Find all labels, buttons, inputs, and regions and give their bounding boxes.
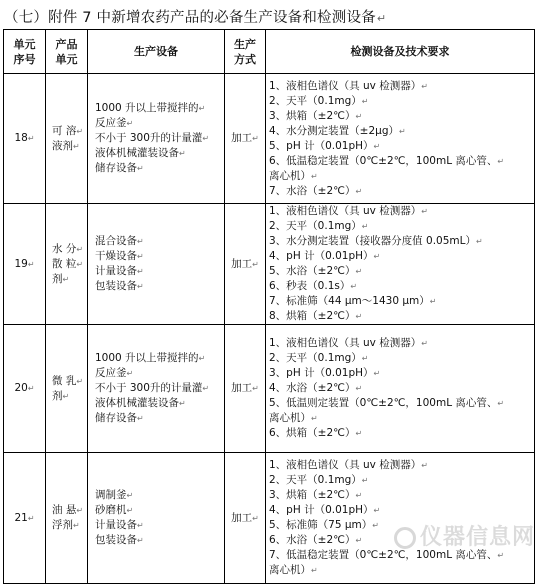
product-unit-line: 剂↵ xyxy=(52,272,70,285)
unit-number: 20 xyxy=(14,382,28,394)
testing-equipment-line: 4、水浴（±2℃）↵ xyxy=(269,382,363,394)
testing-equipment-cell xyxy=(266,204,535,325)
production-equipment-line: 砂磨机↵ xyxy=(95,504,134,516)
production-mode-cell xyxy=(225,325,266,453)
product-unit-line: 水 分↵ xyxy=(52,242,84,255)
return-mark: ↵ xyxy=(179,399,186,408)
return-mark: ↵ xyxy=(429,297,437,306)
return-mark: ↵ xyxy=(27,513,35,523)
testing-equipment-line: 2、天平（0.1mg）↵ xyxy=(269,220,369,232)
return-mark: ↵ xyxy=(373,506,381,515)
production-equipment-line: 储存设备↵ xyxy=(95,412,144,424)
return-mark: ↵ xyxy=(27,134,35,143)
return-mark: ↵ xyxy=(421,207,428,216)
production-equipment-line: 1000 升以上带搅拌的↵ xyxy=(95,102,206,114)
return-mark: ↵ xyxy=(62,391,70,401)
return-mark: ↵ xyxy=(137,414,144,423)
return-mark: ↵ xyxy=(198,104,206,113)
testing-equipment-line: 4、pH 计（0.01pH）↵ xyxy=(269,504,381,516)
return-mark: ↵ xyxy=(355,429,363,438)
return-mark: ↵ xyxy=(361,476,369,485)
header-product-unit: 产品 单元 xyxy=(46,30,88,74)
product-unit-cell xyxy=(46,325,88,453)
testing-equipment-cell xyxy=(266,453,535,584)
production-mode: 加工 xyxy=(231,257,253,270)
watermark-logo-icon xyxy=(394,527,416,549)
return-mark: ↵ xyxy=(126,119,134,128)
testing-equipment-line: 1、液相色谱仪（具 uv 检测器）↵ xyxy=(269,459,428,471)
return-mark: ↵ xyxy=(355,186,363,196)
return-mark: ↵ xyxy=(497,156,505,166)
testing-equipment-line: 6、烘箱（±2℃）↵ xyxy=(269,427,363,439)
return-mark: ↵ xyxy=(76,259,84,269)
return-mark: ↵ xyxy=(311,566,318,575)
testing-equipment-line: 6、秒表（0.1s）↵ xyxy=(269,280,358,292)
return-mark: ↵ xyxy=(62,274,70,284)
testing-equipment-line: 4、水分测定装置（±2μg）↵ xyxy=(269,124,406,137)
header-production-mode: 生产 方式 xyxy=(225,30,266,74)
production-mode: 加工 xyxy=(231,511,253,524)
return-mark: ↵ xyxy=(252,134,259,143)
return-mark: ↵ xyxy=(179,149,186,158)
header-unit-number: 单元 序号 xyxy=(4,30,46,74)
return-mark: ↵ xyxy=(76,506,84,515)
return-mark: ↵ xyxy=(137,267,144,276)
product-unit-line: 液剂↵ xyxy=(52,139,80,152)
testing-equipment-line: 1、液相色谱仪（具 uv 检测器）↵ xyxy=(269,79,428,92)
production-mode-cell xyxy=(225,204,266,325)
production-mode-cell xyxy=(225,74,266,204)
product-unit-cell xyxy=(46,204,88,325)
production-equipment-line: 液体机械灌装设备↵ xyxy=(95,147,186,159)
production-equipment-line: 干燥设备↵ xyxy=(95,250,144,262)
return-mark: ↵ xyxy=(373,141,381,151)
unit-number-cell xyxy=(4,453,46,584)
testing-equipment-line: 1、液相色谱仪（具 uv 检测器）↵ xyxy=(269,337,428,349)
return-mark: ↵ xyxy=(355,536,363,545)
return-mark: ↵ xyxy=(372,521,379,530)
production-equipment-line: 储存设备↵ xyxy=(95,162,144,174)
return-mark: ↵ xyxy=(355,267,363,276)
return-mark: ↵ xyxy=(311,171,318,181)
return-mark: ↵ xyxy=(355,384,363,393)
production-equipment-line: 计量设备↵ xyxy=(95,265,144,277)
testing-equipment-cell xyxy=(266,325,535,453)
return-mark: ↵ xyxy=(252,384,259,393)
return-mark: ↵ xyxy=(361,222,369,231)
production-equipment-line: 1000 升以上带搅拌的↵ xyxy=(95,352,206,364)
return-mark: ↵ xyxy=(361,96,369,106)
table-row xyxy=(4,74,535,204)
testing-equipment-line: 1、液相色谱仪（具 uv 检测器）↵ xyxy=(269,205,428,217)
testing-equipment-line: 5、水浴（±2℃）↵ xyxy=(269,265,363,277)
production-equipment-line: 计量设备↵ xyxy=(95,519,144,531)
return-mark: ↵ xyxy=(137,282,144,291)
table-row xyxy=(4,453,535,584)
return-mark: ↵ xyxy=(27,384,35,393)
production-mode: 加工 xyxy=(231,382,253,394)
return-mark: ↵ xyxy=(350,282,358,291)
header-testing-equipment: 检测设备及技术要求 xyxy=(266,30,535,74)
return-mark: ↵ xyxy=(497,399,505,408)
watermark: 仪器信息网 xyxy=(394,520,535,551)
table-header-row xyxy=(4,30,535,74)
product-unit-line: 浮剂↵ xyxy=(52,519,80,531)
return-mark: ↵ xyxy=(76,376,84,386)
return-mark: ↵ xyxy=(76,126,84,136)
return-mark: ↵ xyxy=(137,536,144,545)
return-mark: ↵ xyxy=(497,551,505,560)
return-mark: ↵ xyxy=(421,81,428,91)
return-mark: ↵ xyxy=(27,259,35,269)
production-mode: 加工 xyxy=(231,132,253,144)
return-mark: ↵ xyxy=(73,141,80,151)
testing-equipment-line: 2、天平（0.1mg）↵ xyxy=(269,474,369,486)
unit-number-cell xyxy=(4,204,46,325)
return-mark: ↵ xyxy=(202,134,210,143)
testing-equipment-line: 离心机）↵ xyxy=(269,169,318,182)
return-mark: ↵ xyxy=(76,244,84,254)
production-equipment-line: 液体机械灌装设备↵ xyxy=(95,397,186,409)
return-mark: ↵ xyxy=(355,491,363,500)
testing-equipment-line: 4、pH 计（0.01pH）↵ xyxy=(269,250,381,262)
return-mark: ↵ xyxy=(475,237,483,246)
unit-number-cell xyxy=(4,74,46,204)
return-mark: ↵ xyxy=(137,237,144,246)
testing-equipment-line: 3、烘箱（±2℃）↵ xyxy=(269,109,363,122)
testing-equipment-line: 离心机）↵ xyxy=(269,412,318,424)
return-mark: ↵ xyxy=(202,384,210,393)
testing-equipment-line: 8、烘箱（±2℃）↵ xyxy=(269,310,363,322)
production-equipment-line: 不小于 300升的计量灌↵ xyxy=(95,382,210,394)
production-equipment-cell xyxy=(88,325,225,453)
testing-equipment-line: 3、pH 计（0.01pH）↵ xyxy=(269,367,381,379)
testing-equipment-line: 5、pH 计（0.01pH）↵ xyxy=(269,139,381,152)
production-equipment-line: 反应釜↵ xyxy=(95,117,134,129)
return-mark: ↵ xyxy=(355,312,363,321)
return-mark: ↵ xyxy=(373,369,381,378)
return-mark: ↵ xyxy=(252,513,259,523)
production-equipment-cell xyxy=(88,453,225,584)
production-equipment-line: 包装设备↵ xyxy=(95,534,144,546)
production-equipment-cell xyxy=(88,74,225,204)
return-mark: ↵ xyxy=(126,506,134,515)
production-equipment-line: 反应釜↵ xyxy=(95,367,134,379)
return-mark: ↵ xyxy=(126,369,134,378)
product-unit-line: 油 悬↵ xyxy=(52,504,84,516)
return-mark: ↵ xyxy=(137,521,144,530)
testing-equipment-line: 7、标准筛（44 μm～1430 μm）↵ xyxy=(269,295,437,307)
production-equipment-line: 混合设备↵ xyxy=(95,235,144,247)
production-equipment-line: 调制釜↵ xyxy=(95,489,134,501)
table-row xyxy=(4,204,535,325)
production-equipment-cell xyxy=(88,204,225,325)
production-equipment-line: 不小于 300升的计量灌↵ xyxy=(95,132,210,144)
return-mark: ↵ xyxy=(361,354,369,363)
product-unit-line: 散 粒↵ xyxy=(52,257,84,270)
product-unit-line: 可 溶↵ xyxy=(52,124,84,137)
table-row xyxy=(4,325,535,453)
testing-equipment-cell xyxy=(266,74,535,204)
testing-equipment-line: 6、低温稳定装置（0℃±2℃，100mL 离心管、↵ xyxy=(269,154,505,167)
return-mark: ↵ xyxy=(137,252,144,261)
testing-equipment-line: 7、低温稳定装置（0℃±2℃，100mL 离心管、↵ xyxy=(269,549,505,561)
testing-equipment-line: 2、天平（0.1mg）↵ xyxy=(269,352,369,364)
return-mark: ↵ xyxy=(126,491,134,500)
return-mark: ↵ xyxy=(198,354,206,363)
unit-number: 18 xyxy=(14,132,28,144)
return-mark: ↵ xyxy=(421,461,428,470)
return-mark: ↵ xyxy=(421,339,428,348)
testing-equipment-line: 6、水浴（±2℃）↵ xyxy=(269,534,363,546)
testing-equipment-line: 7、水浴（±2℃）↵ xyxy=(269,184,363,197)
return-mark: ↵ xyxy=(399,126,406,136)
testing-equipment-line: 2、天平（0.1mg）↵ xyxy=(269,94,369,107)
return-mark: ↵ xyxy=(311,414,318,423)
product-unit-line: 剂↵ xyxy=(52,389,70,402)
return-mark: ↵ xyxy=(73,521,80,530)
return-mark: ↵ xyxy=(252,259,259,269)
testing-equipment-line: 3、水分测定装置（接收器分度值 0.05mL）↵ xyxy=(269,235,483,247)
return-mark: ↵ xyxy=(355,111,363,121)
testing-equipment-line: 3、烘箱（±2℃）↵ xyxy=(269,489,363,501)
document-title: （七）附件 7 中新增农药产品的必备生产设备和检测设备↵ xyxy=(4,10,387,26)
testing-equipment-line: 离心机）↵ xyxy=(269,564,318,576)
product-unit-line: 微 乳↵ xyxy=(52,374,84,387)
product-unit-cell xyxy=(46,74,88,204)
product-unit-cell xyxy=(46,453,88,584)
testing-equipment-line: 5、低温则定装置（0℃±2℃，100mL 离心管、↵ xyxy=(269,397,505,409)
return-mark: ↵ xyxy=(373,252,381,261)
unit-number-cell xyxy=(4,325,46,453)
production-mode-cell xyxy=(225,453,266,584)
return-mark: ↵ xyxy=(137,164,144,173)
unit-number: 19 xyxy=(14,257,28,270)
equipment-table xyxy=(3,29,535,584)
header-production-equipment: 生产设备 xyxy=(88,30,225,74)
testing-equipment-line: 5、标准筛（75 μm）↵ xyxy=(269,519,379,531)
production-equipment-line: 包装设备↵ xyxy=(95,280,144,292)
unit-number: 21 xyxy=(14,511,28,524)
